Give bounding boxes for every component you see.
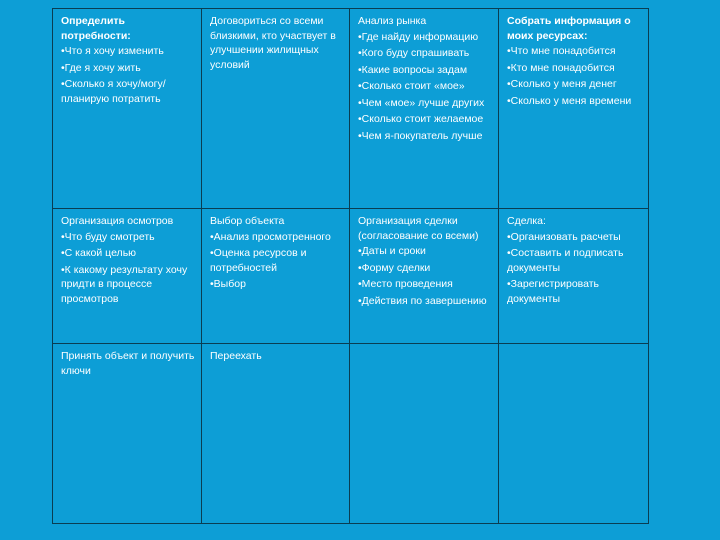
cell-bullet-item: •Анализ просмотренного (210, 230, 331, 243)
cell-title: Анализ рынка (358, 15, 427, 27)
cell-bullet-item: •Где я хочу жить (61, 61, 141, 74)
cell-bullet-item: •Зарегистрировать документы (507, 278, 600, 305)
table-cell (53, 344, 202, 524)
cell-title: Сделка: (507, 215, 546, 227)
plan-table-body (53, 9, 649, 524)
cell-title: Принять объект и получить ключи (61, 350, 195, 377)
cell-title: Переехать (210, 350, 262, 362)
table-cell (202, 9, 350, 209)
plan-table (52, 8, 649, 524)
table-cell (350, 9, 499, 209)
cell-bullet-item: •Чем «мое» лучше других (358, 96, 485, 109)
cell-bullet-item: •К какому результату хочу придти в процессе просмотров (61, 263, 188, 305)
table-cell (202, 344, 350, 524)
cell-title: Организация сделки (согласование со всеми) (358, 215, 479, 242)
cell-bullet-item: •Организовать расчеты (507, 230, 621, 243)
table-cell (202, 209, 350, 344)
cell-title: Собрать информация о моих ресурсах: (507, 15, 631, 42)
table-row (53, 344, 649, 524)
table-cell (499, 9, 649, 209)
cell-bullet-item: •Форму сделки (358, 261, 431, 274)
cell-bullet-item: •Действия по завершению (358, 294, 487, 307)
cell-bullet-item: •Составить и подписать документы (507, 247, 624, 274)
cell-bullet-item: •Что мне понадобится (507, 45, 616, 57)
cell-title: Определить потребности: (61, 15, 131, 42)
cell-bullet-item: •Чем я-покупатель лучше (358, 129, 483, 142)
cell-bullet-item: •Что буду смотреть (61, 230, 155, 243)
cell-bullet-item: •Выбор (210, 278, 246, 290)
cell-title: Организация осмотров (61, 215, 174, 227)
cell-bullet-item: •Кого буду спрашивать (358, 47, 470, 59)
cell-title: Договориться со всеми близкими, кто участвует в улучшении жилищных условий (210, 15, 336, 71)
table-cell (499, 209, 649, 344)
table-cell (53, 209, 202, 344)
cell-bullet-item: •Что я хочу изменить (61, 45, 164, 57)
cell-bullet-item: •Даты и сроки (358, 245, 426, 257)
cell-bullet-item: •Сколько у меня денег (507, 78, 617, 90)
table-row (53, 9, 649, 209)
table-cell (499, 344, 649, 524)
cell-bullet-item: •Кто мне понадобится (507, 61, 615, 74)
cell-bullet-item: •Место проведения (358, 278, 453, 290)
table-cell (350, 209, 499, 344)
cell-bullet-item: •С какой целью (61, 247, 137, 259)
cell-bullet-item: •Оценка ресурсов и потребностей (210, 247, 307, 274)
cell-bullet-item: •Сколько я хочу/могу/планирую потратить (61, 78, 166, 105)
table-row (53, 209, 649, 344)
cell-bullet-item: •Сколько у меня времени (507, 94, 632, 107)
cell-title: Выбор объекта (210, 215, 285, 227)
table-cell (53, 9, 202, 209)
cell-bullet-item: •Какие вопросы задам (358, 63, 468, 76)
table-cell (350, 344, 499, 524)
cell-bullet-item: •Сколько стоит желаемое (358, 113, 484, 125)
cell-bullet-item: •Где найду информацию (358, 30, 479, 43)
cell-bullet-item: •Сколько стоит «мое» (358, 80, 465, 92)
